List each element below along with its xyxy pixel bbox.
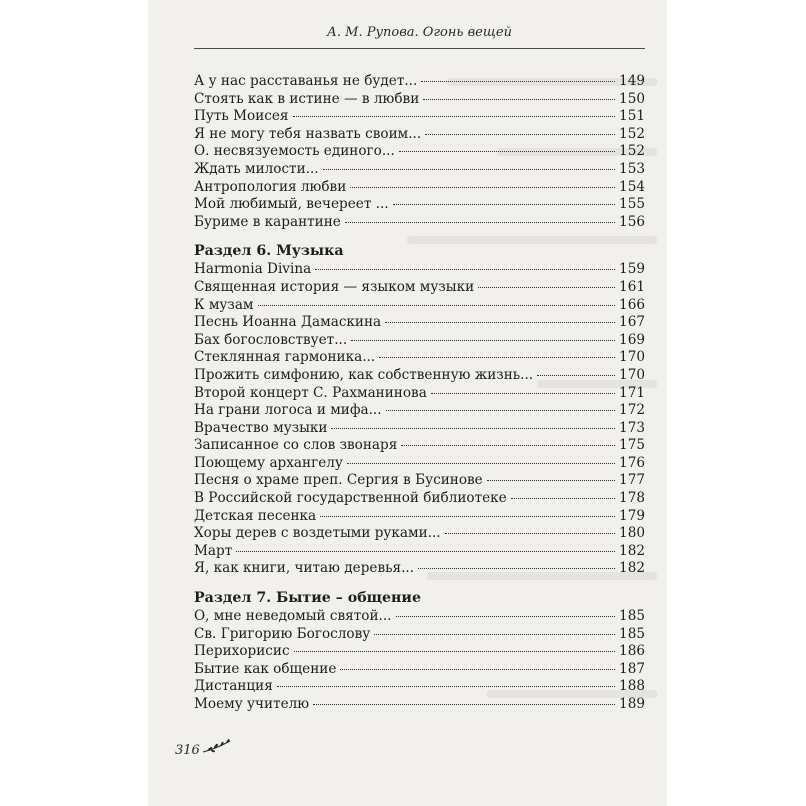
toc-entry-title: Стеклянная гармоника...: [194, 349, 376, 366]
dot-leader: [386, 410, 616, 411]
toc-entry-page: 173: [619, 419, 645, 436]
toc-entry: [194, 214, 645, 232]
toc-entry-page: 176: [619, 454, 645, 471]
toc-entry-page: 177: [619, 472, 645, 489]
toc-entry-title: Дистанция: [194, 678, 273, 695]
toc-entry-title: Записанное со слов звонаря: [194, 437, 398, 454]
toc-entry-page: 182: [619, 542, 645, 559]
page-folio: [175, 738, 232, 758]
toc-entry-title: Песня о храме преп. Сергия в Бусинове: [194, 472, 483, 489]
dot-leader: [340, 669, 615, 670]
toc-entry-title: Детская песенка: [194, 507, 317, 524]
toc-entry-page: 169: [619, 331, 645, 348]
toc-group-section-7: [194, 608, 645, 714]
toc-entry: [194, 560, 645, 578]
toc-entry-page: 150: [619, 90, 645, 107]
dot-leader: [511, 498, 615, 499]
toc-entry-title: Песнь Иоанна Дамаскина: [194, 314, 382, 331]
toc-entry-title: Второй концерт С. Рахманинова: [194, 384, 427, 401]
toc-entry: [194, 332, 645, 350]
toc-entry: [194, 161, 645, 179]
dot-leader: [294, 651, 615, 652]
toc-entry-title: Мой любимый, вечереет ...: [194, 196, 389, 213]
toc-entry-page: 182: [619, 560, 645, 577]
toc-entry-title: Моему учителю: [194, 696, 310, 712]
dot-leader: [379, 357, 615, 358]
toc-entry-page: 151: [619, 108, 645, 125]
toc-entry: [194, 279, 645, 297]
dot-leader: [423, 99, 615, 100]
toc-entry-title: Антропология любви: [194, 178, 347, 195]
toc-entry: [194, 437, 645, 455]
dot-leader: [401, 445, 615, 446]
toc-entry-title: На грани логоса и мифа...: [194, 402, 382, 419]
dot-leader: [385, 322, 615, 323]
section-heading-6: Раздел 6. Музыка: [194, 243, 344, 260]
toc-entry-page: 188: [619, 678, 645, 695]
toc-group-part-a: [194, 73, 645, 231]
toc-entry-page: 156: [619, 213, 645, 230]
dot-leader: [331, 428, 615, 429]
toc-entry-title: Harmonia Divina: [194, 261, 312, 278]
toc-entry-page: 155: [619, 196, 645, 213]
toc-entry-title: А у нас расставанья не будет...: [194, 73, 418, 89]
toc-entry-page: 187: [619, 660, 645, 677]
toc-entry-title: В Российской государственной библиотеке: [194, 490, 507, 507]
toc-entry-page: 186: [619, 643, 645, 660]
toc-entry-title: Я, как книги, читаю деревья...: [194, 560, 415, 577]
dot-leader: [393, 204, 615, 205]
book-page: [148, 0, 667, 806]
toc-entry-title: Бытие как общение: [194, 660, 337, 677]
toc-entry-page: 179: [619, 507, 645, 524]
toc-entry-page: 178: [619, 490, 645, 507]
toc-entry-page: 175: [619, 437, 645, 454]
dot-leader: [537, 375, 615, 376]
toc-entry-page: 152: [619, 125, 645, 142]
toc-entry: [194, 261, 645, 279]
dot-leader: [320, 516, 615, 517]
dot-leader: [293, 116, 616, 117]
toc-entry-page: 154: [619, 178, 645, 195]
toc-entry-page: 170: [619, 366, 645, 383]
dot-leader: [478, 287, 615, 288]
toc-entry: [194, 643, 645, 661]
toc-entry-page: 167: [619, 314, 645, 331]
toc-entry: [194, 678, 645, 696]
toc-entry: [194, 108, 645, 126]
toc-group-section-6: [194, 261, 645, 578]
toc-entry-title: Перихорисис: [194, 643, 290, 660]
toc-entry: [194, 385, 645, 403]
dot-leader: [258, 305, 616, 306]
page-number: 316: [175, 743, 200, 758]
toc-entry-title: О. несвязуемость единого...: [194, 143, 395, 160]
leaf-sprig-icon: [200, 738, 232, 758]
toc-entry-title: Ждать милости...: [194, 160, 319, 177]
toc-entry-page: 185: [619, 608, 645, 625]
dot-leader: [345, 222, 615, 223]
toc-entry: [194, 73, 645, 91]
toc-entry-title: Бах богословствует...: [194, 331, 348, 348]
toc-entry-page: 185: [619, 625, 645, 642]
dot-leader: [445, 533, 615, 534]
dot-leader: [351, 340, 615, 341]
toc-entry-page: 152: [619, 143, 645, 160]
dot-leader: [277, 686, 615, 687]
toc-entry: [194, 508, 645, 526]
toc-entry-page: 171: [619, 384, 645, 401]
toc-entry: [194, 661, 645, 679]
toc-entry-page: 172: [619, 402, 645, 419]
toc-entry-page: 180: [619, 525, 645, 542]
dot-leader: [425, 134, 615, 135]
toc-entry-title: Путь Моисея: [194, 108, 289, 125]
toc-entry-title: Хоры дерев с воздетыми руками...: [194, 525, 441, 542]
toc-entry-title: Священная история — языком музыки: [194, 278, 475, 295]
toc-entry: [194, 402, 645, 420]
running-head: А. М. Рупова. Огонь вещей: [194, 22, 645, 49]
dot-leader: [418, 568, 615, 569]
toc-entry-title: Поющему архангелу: [194, 454, 343, 471]
dot-leader: [313, 704, 615, 705]
toc-entry-title: Врачество музыки: [194, 419, 328, 436]
toc-entry: [194, 608, 645, 626]
dot-leader: [374, 634, 615, 635]
dot-leader: [323, 169, 615, 170]
toc-entry: [194, 525, 645, 543]
toc-entry-title: Я не могу тебя назвать своим...: [194, 125, 422, 142]
toc-entry-title: Март: [194, 542, 233, 559]
toc-entry: [194, 626, 645, 644]
toc-entry: [194, 367, 645, 385]
toc-entry-title: Буриме в карантине: [194, 213, 341, 230]
toc-entry-page: 170: [619, 349, 645, 366]
section-heading-7: Раздел 7. Бытие – общение: [194, 590, 421, 607]
toc-entry-page: 153: [619, 160, 645, 177]
toc-entry: [194, 143, 645, 161]
dot-leader: [399, 151, 615, 152]
toc-entry-page: 149: [619, 73, 645, 89]
toc-entry-title: Стоять как в истине — в любви: [194, 90, 420, 107]
toc-entry: [194, 314, 645, 332]
toc-entry: [194, 420, 645, 438]
dot-leader: [350, 187, 615, 188]
toc-entry: [194, 696, 645, 714]
toc-entry: [194, 349, 645, 367]
toc-entry: [194, 126, 645, 144]
toc-entry-title: О, мне неведомый святой...: [194, 608, 392, 625]
toc-entry: [194, 179, 645, 197]
table-of-contents: [194, 73, 645, 714]
dot-leader: [421, 81, 615, 82]
toc-entry: [194, 472, 645, 490]
toc-entry: [194, 543, 645, 561]
toc-entry-page: 189: [619, 696, 645, 712]
toc-entry-title: К музам: [194, 296, 254, 313]
toc-entry-page: 161: [619, 278, 645, 295]
dot-leader: [431, 393, 615, 394]
dot-leader: [487, 480, 615, 481]
toc-entry-title: Св. Григорию Богослову: [194, 625, 371, 642]
dot-leader: [236, 551, 615, 552]
toc-entry: [194, 490, 645, 508]
dot-leader: [315, 269, 615, 270]
toc-entry: [194, 297, 645, 315]
toc-entry: [194, 455, 645, 473]
dot-leader: [347, 463, 615, 464]
toc-entry: [194, 91, 645, 109]
toc-entry-page: 166: [619, 296, 645, 313]
dot-leader: [396, 616, 616, 617]
toc-entry-title: Прожить симфонию, как собственную жизнь...: [194, 366, 534, 383]
toc-entry-page: 159: [619, 261, 645, 278]
toc-entry: [194, 196, 645, 214]
